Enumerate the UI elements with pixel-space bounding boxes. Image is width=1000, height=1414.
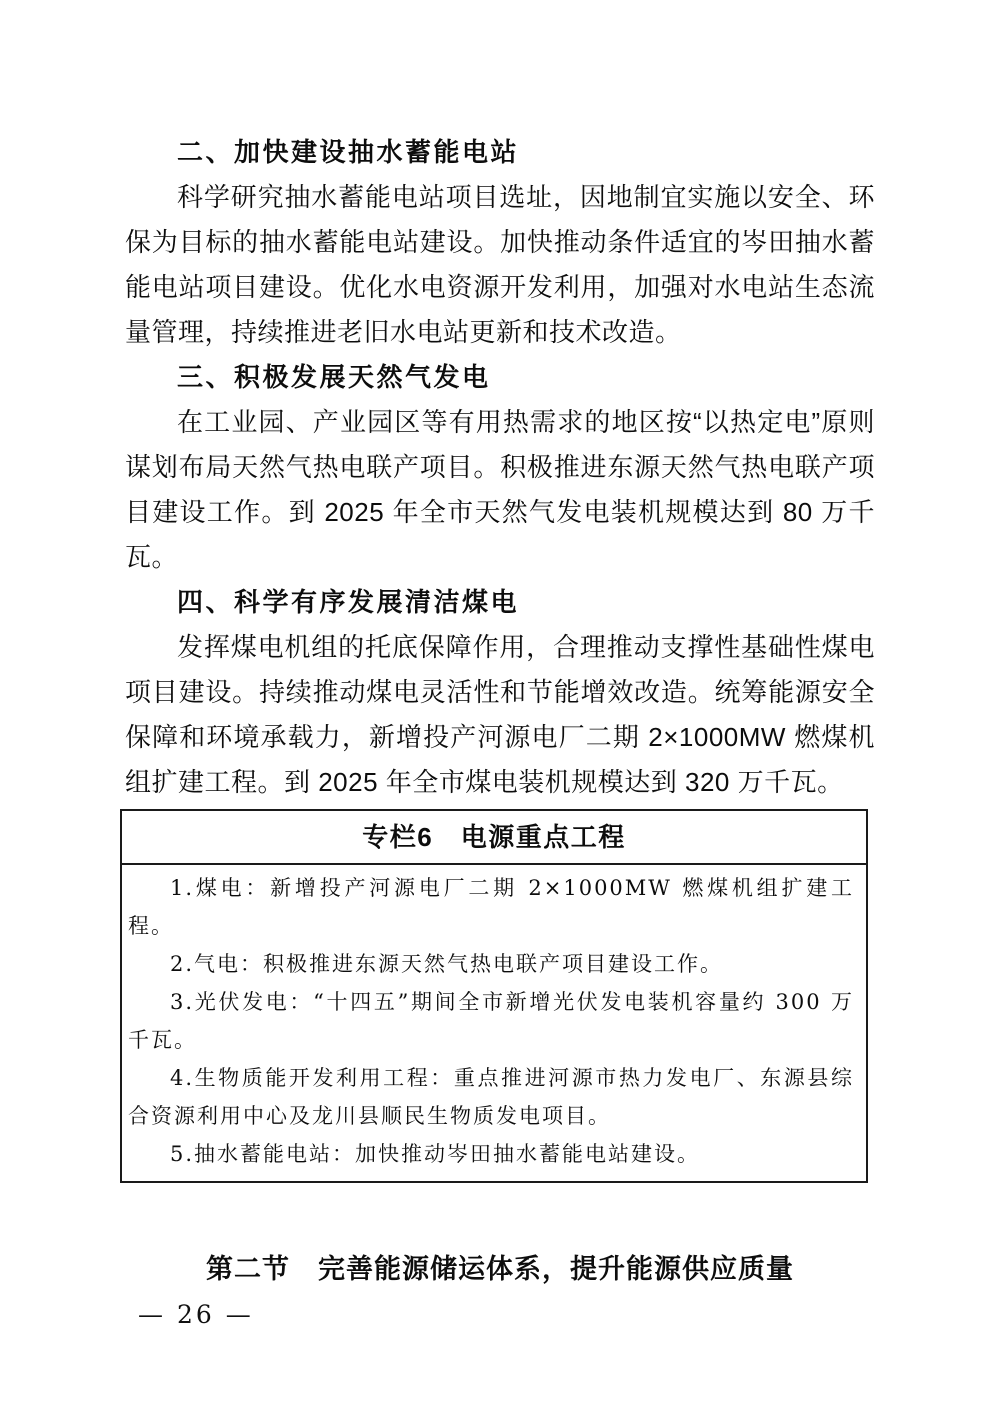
section-gas-power xyxy=(125,355,875,580)
page-content xyxy=(125,130,875,1289)
callout-item-pumped-storage: 5.抽水蓄能电站：加快推动岑田抽水蓄能电站建设。 xyxy=(170,1142,701,1166)
page-number: — 26 — xyxy=(138,1300,254,1329)
callout-item-coal: 1.煤电：新增投产河源电厂二期 2×1000MW 燃煤机组扩建工程。 xyxy=(128,876,854,938)
paragraph-pumped-storage: 科学研究抽水蓄能电站项目选址，因地制宜实施以安全、环保为目标的抽水蓄能电站建设。加快推动条件适宜的岑田抽水蓄能电站项目建设。优化水电资源开发利用，加强对水电站生态流量管理，持续推进老旧水电站更新和技术改造。 xyxy=(125,182,875,347)
callout-item-gas: 2.气电：积极推进东源天然气热电联产项目建设工作。 xyxy=(170,952,724,976)
section-clean-coal xyxy=(125,580,875,805)
heading-pumped-storage: 二、加快建设抽水蓄能电站 xyxy=(177,137,520,167)
next-section-heading: 第二节 完善能源储运体系，提升能源供应质量 xyxy=(206,1254,794,1284)
callout-item-biomass: 4.生物质能开发利用工程：重点推进河源市热力发电厂、东源县综合资源利用中心及龙川县顺民生物质发电项目。 xyxy=(128,1066,854,1128)
heading-clean-coal: 四、科学有序发展清洁煤电 xyxy=(177,587,520,617)
callout-body xyxy=(122,865,866,1181)
callout-item-solar: 3.光伏发电：“十四五”期间全市新增光伏发电装机容量约 300 万千瓦。 xyxy=(128,990,854,1052)
heading-gas-power: 三、积极发展天然气发电 xyxy=(177,362,491,392)
callout-box-power-projects xyxy=(120,809,868,1183)
paragraph-gas-power: 在工业园、产业园区等有用热需求的地区按“以热定电”原则谋划布局天然气热电联产项目。积极推进东源天然气热电联产项目建设工作。到 2025 年全市天然气发电装机规模达到 80 万千瓦。 xyxy=(125,407,875,572)
paragraph-clean-coal: 发挥煤电机组的托底保障作用，合理推动支撑性基础性煤电项目建设。持续推动煤电灵活性和节能增效改造。统筹能源安全保障和环境承载力，新增投产河源电厂二期 2×1000MW 燃煤机组扩建工程。到 2025 年全市煤电装机规模达到 320 万千瓦。 xyxy=(125,632,875,797)
callout-title: 专栏6 电源重点工程 xyxy=(122,811,866,865)
section-pumped-storage xyxy=(125,130,875,355)
